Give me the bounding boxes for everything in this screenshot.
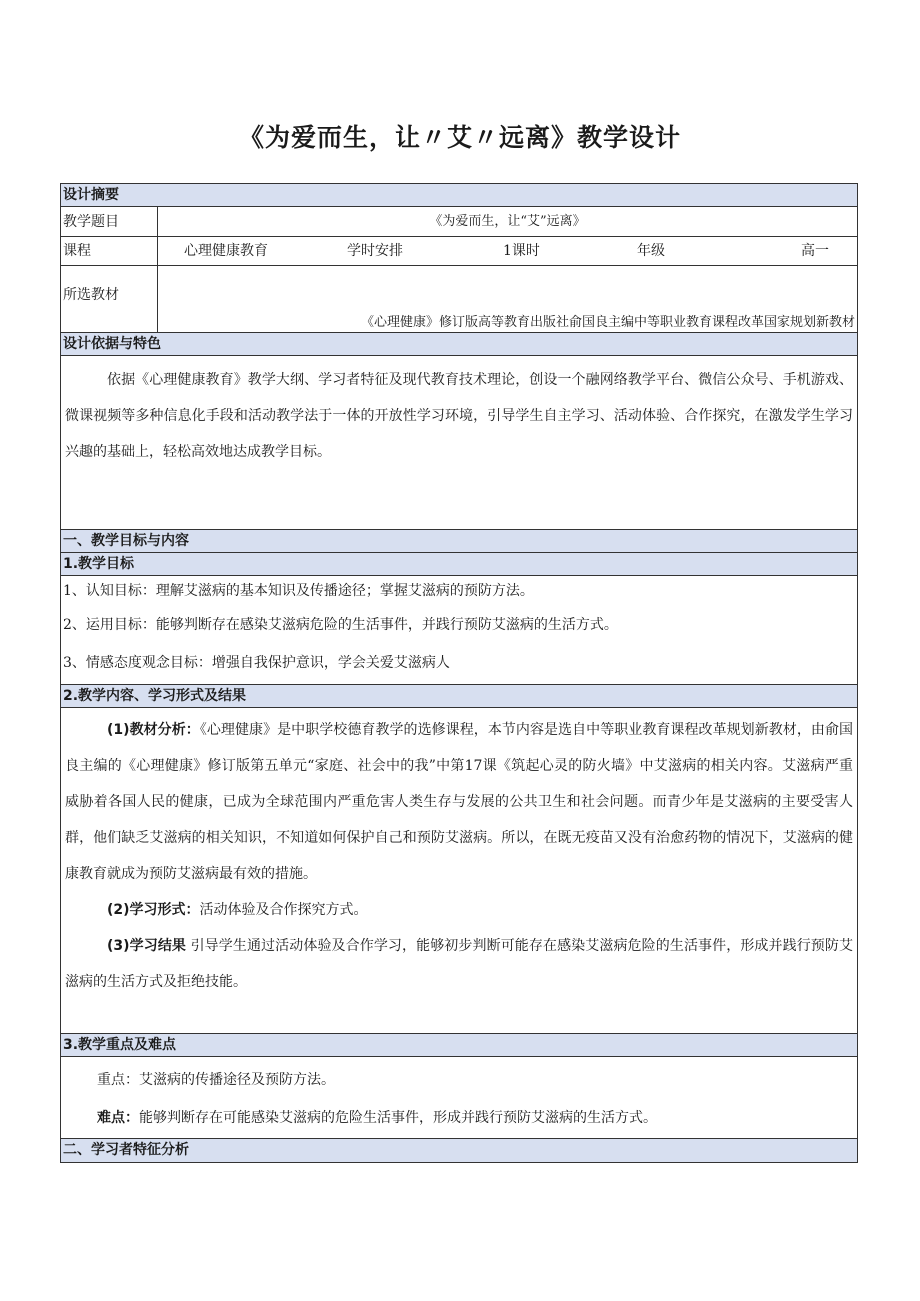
- goals-body: [61, 576, 857, 685]
- document-title: 《为爱而生，让〃艾〃远离》教学设计: [238, 123, 681, 152]
- result-label: (3)学习结果: [107, 938, 187, 954]
- result-paragraph: [61, 928, 857, 1000]
- difficulty-label: 难点：: [97, 1110, 139, 1126]
- basis-text: 依据《心理健康教育》教学大纲、学习者特征及现代教育技术理论，创设一个融网络教学平台、微信公众号、手机游戏、微课视频等多种信息化手段和活动教学法于一体的开放性学习环境，引导学生自主学习、活动体验、合作探究，在激发学生学习兴趣的基础上，轻松高效地达成教学目标。: [65, 372, 853, 460]
- material-label: 所选教材: [61, 266, 158, 332]
- basis-body: [61, 356, 857, 530]
- form-paragraph: [61, 892, 857, 928]
- keys-header: 3.教学重点及难点: [61, 1034, 857, 1057]
- material-row: [61, 266, 857, 333]
- topic-label: 教学题目: [61, 207, 158, 236]
- design-table: [60, 183, 858, 1163]
- key-text: 艾滋病的传播途径及预防方法。: [139, 1072, 335, 1088]
- analysis-text: 《心理健康》是中职学校德育教学的选修课程，本节内容是选自中等职业教育课程改革规划新教材，由俞国良主编的《心理健康》修订版第五单元“家庭、社会中的我”中第17课《筑起心灵的防火墙》中艾滋病的相关内容。艾滋病严重威胁着各国人民的健康，已成为全球范围内严重危害人类生存与发展的公共卫生和社会问题。而青少年是艾滋病的主要受害人群，他们缺乏艾滋病的相关知识，不知道如何保护自己和预防艾滋病。所以，在既无疫苗又没有治愈药物的情况下，艾滋病的健康教育就成为预防艾滋病最有效的措施。: [65, 722, 853, 882]
- difficulty-text: 能够判断存在可能感染艾滋病的危险生活事件，形成并践行预防艾滋病的生活方式。: [139, 1110, 657, 1126]
- basis-header: 设计依据与特色: [61, 333, 857, 356]
- grade-value: 高一: [801, 243, 829, 259]
- goals-header: 1.教学目标: [61, 553, 857, 576]
- course-row: [61, 237, 857, 266]
- key-point: [61, 1061, 857, 1099]
- topic-row: [61, 207, 857, 237]
- result-text: 引导学生通过活动体验及合作学习，能够初步判断可能存在感染艾滋病危险的生活事件，形成并践行预防艾滋病的生活方式及拒绝技能。: [65, 938, 853, 990]
- difficulty-point: [61, 1099, 857, 1137]
- section1-header: 一、教学目标与内容: [61, 530, 857, 553]
- material-cell: [158, 266, 857, 332]
- goal-item: 1、认知目标：理解艾滋病的基本知识及传播途径；掌握艾滋病的预防方法。: [63, 583, 534, 599]
- form-label: (2)学习形式：: [107, 902, 200, 918]
- summary-header: 设计摘要: [61, 184, 857, 207]
- content-body: [61, 708, 857, 1034]
- course-values: [158, 237, 857, 265]
- goal-item: 2、运用目标：能够判断存在感染艾滋病危险的生活事件，并践行预防艾滋病的生活方式。: [63, 617, 618, 633]
- topic-value: 《为爱而生，让“艾”远离》: [429, 214, 586, 229]
- goal-item: 3、情感态度观念目标：增强自我保护意识，学会关爱艾滋病人: [63, 655, 450, 671]
- analysis-label: (1)教材分析：: [107, 722, 200, 738]
- hours-label: 学时安排: [347, 243, 403, 259]
- material-value: 《心理健康》修订版高等教育出版社俞国良主编中等职业教育课程改革国家规划新教材: [360, 315, 855, 330]
- keys-body: [61, 1057, 857, 1139]
- grade-label: 年级: [637, 243, 665, 259]
- course-value: 心理健康教育: [184, 243, 268, 259]
- hours-value: 1课时: [503, 243, 540, 259]
- key-label: 重点：: [97, 1072, 139, 1088]
- form-text: 活动体验及合作探究方式。: [199, 902, 368, 918]
- analysis-paragraph: [61, 712, 857, 892]
- section2-header: 二、学习者特征分析: [61, 1139, 857, 1162]
- course-label: 课程: [61, 237, 158, 265]
- content-header: 2.教学内容、学习形式及结果: [61, 685, 857, 708]
